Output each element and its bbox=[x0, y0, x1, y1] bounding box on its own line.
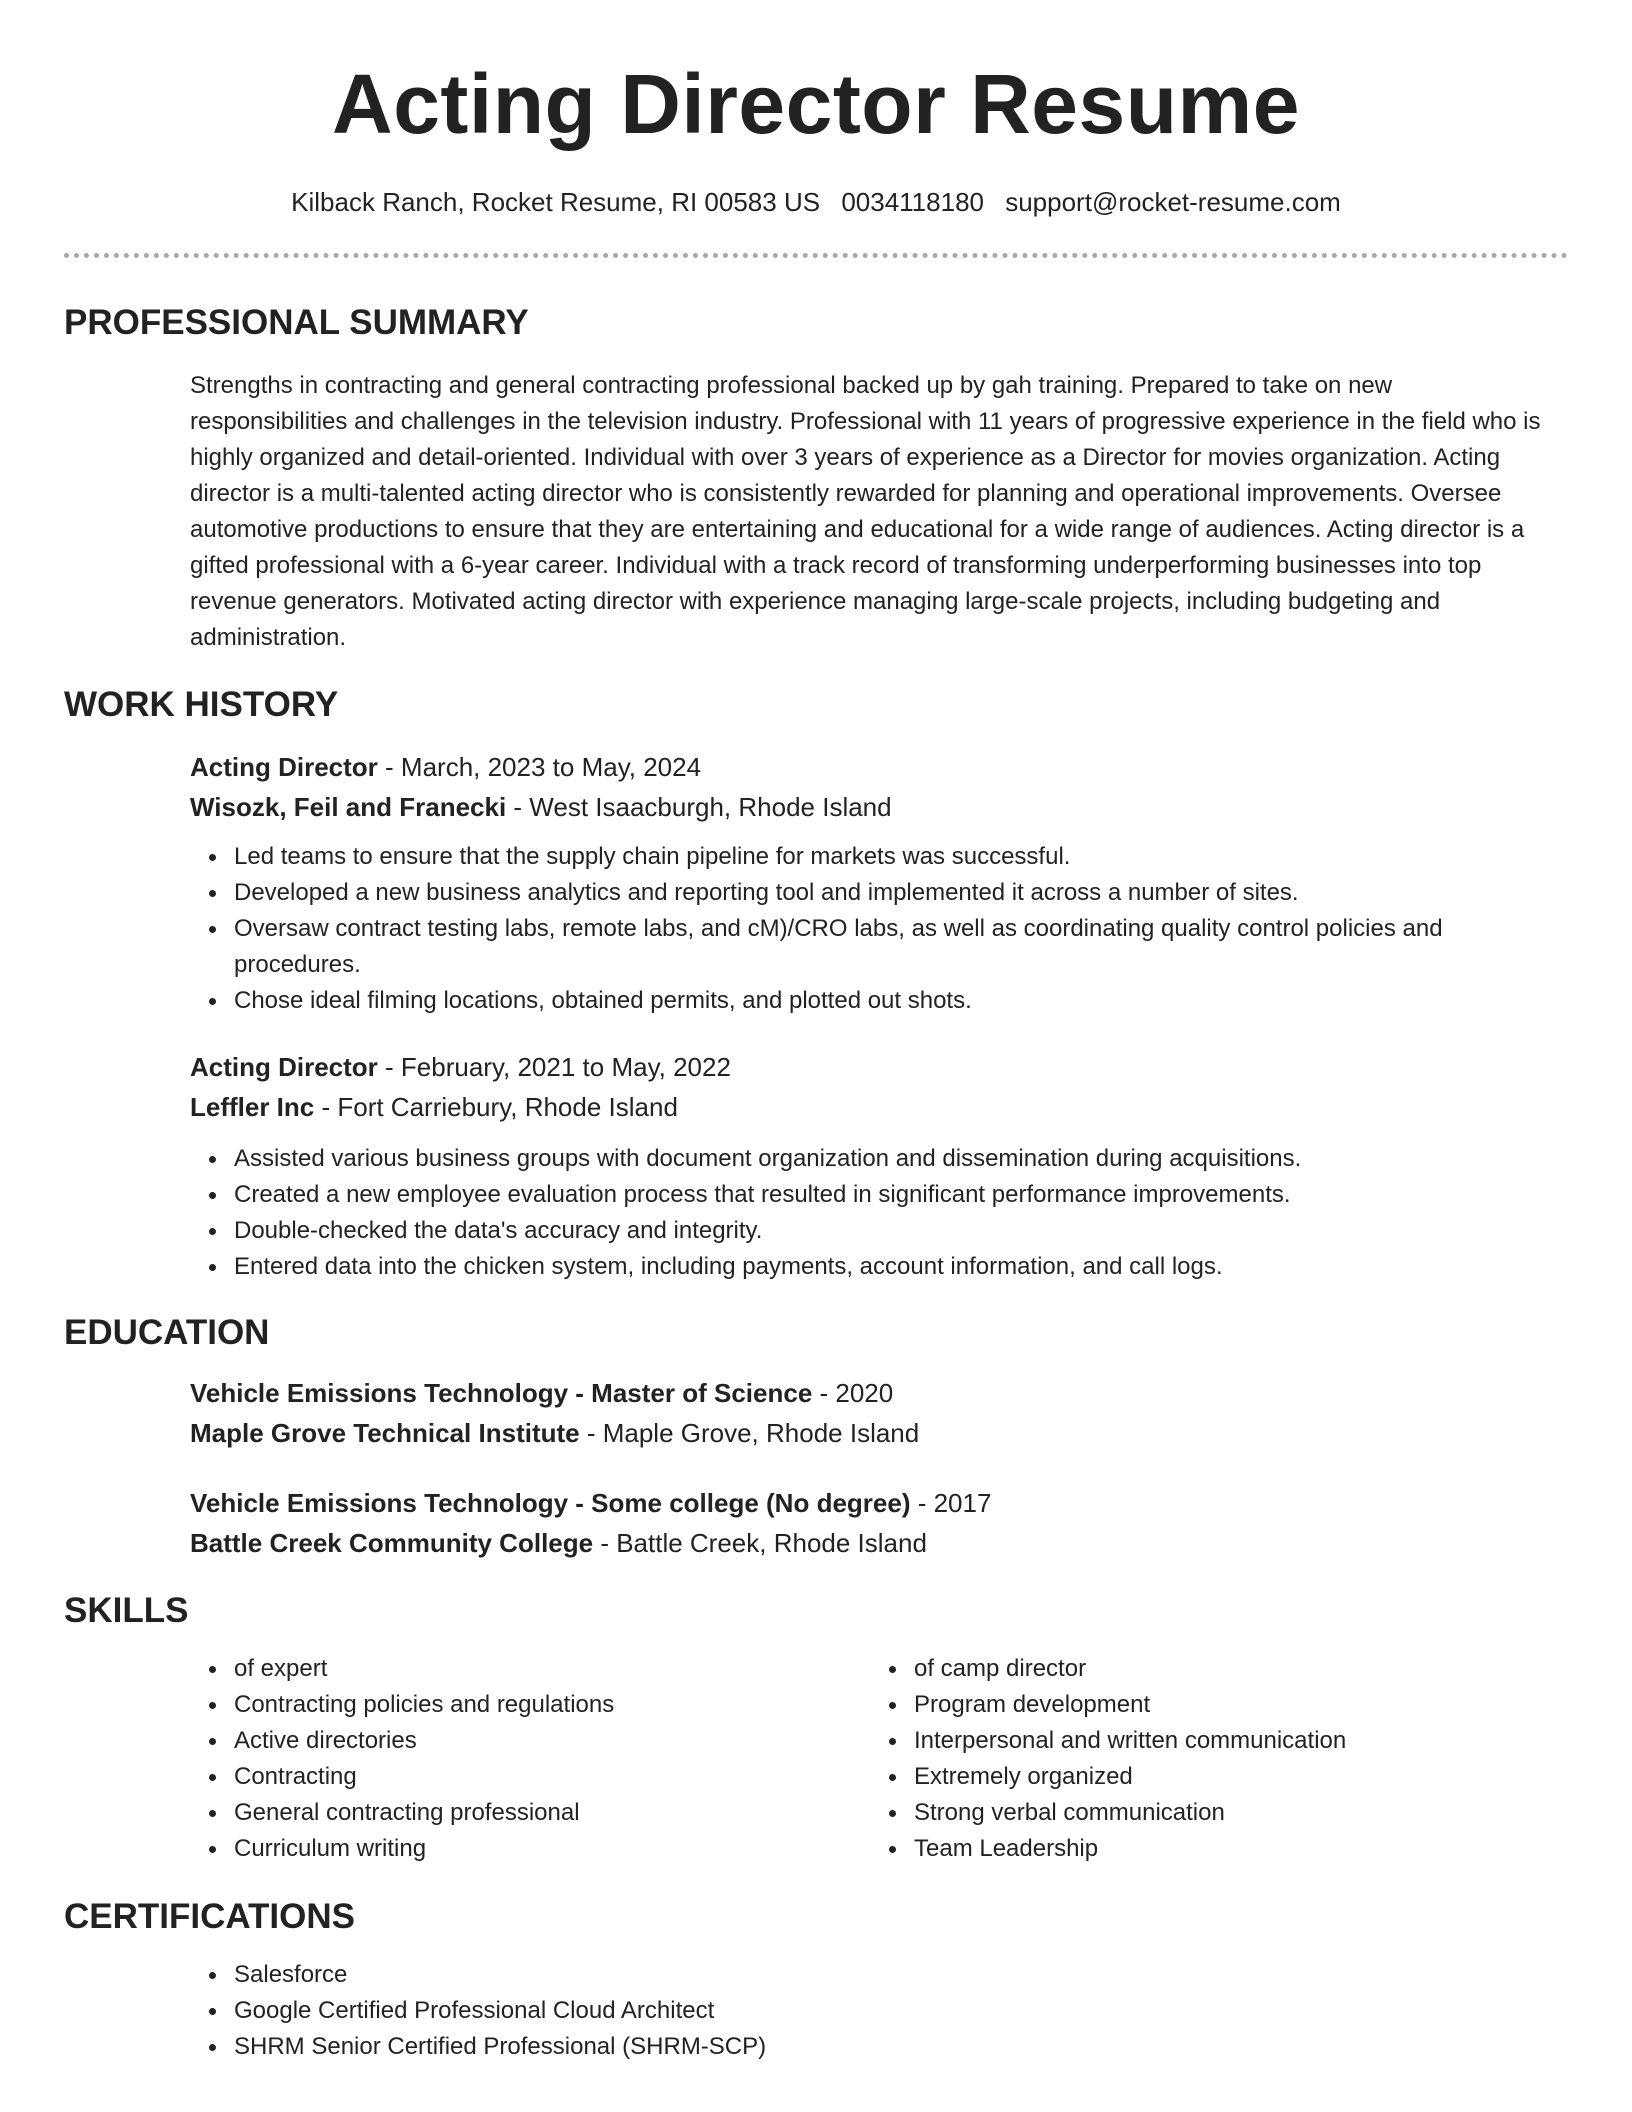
education-entry bbox=[190, 1483, 1554, 1563]
education-body bbox=[64, 1373, 1568, 1563]
job-bullet: Assisted various business groups with document organization and dissemination during acquisitions. bbox=[234, 1141, 1554, 1177]
job-bullet: Developed a new business analytics and reporting tool and implemented it across a number of sites. bbox=[234, 875, 1554, 911]
job-bullet: Created a new employee evaluation process that resulted in significant performance improvements. bbox=[234, 1177, 1554, 1213]
skill-item: Active directories bbox=[234, 1723, 870, 1759]
skill-item: Interpersonal and written communication bbox=[914, 1723, 1550, 1759]
job-company-line bbox=[190, 1087, 1554, 1127]
certifications-heading: CERTIFICATIONS bbox=[64, 1897, 356, 1936]
summary-body bbox=[64, 368, 1568, 656]
education-entry bbox=[190, 1373, 1554, 1453]
job-location: - West Isaacburgh, Rhode Island bbox=[506, 792, 892, 822]
skills-list bbox=[870, 1651, 1550, 1867]
skill-item: of expert bbox=[234, 1651, 870, 1687]
certifications-list bbox=[190, 1957, 1554, 2065]
skill-item: Extremely organized bbox=[914, 1759, 1550, 1795]
job-title-line bbox=[190, 1047, 1554, 1087]
contact-email: support@rocket-resume.com bbox=[1005, 187, 1341, 217]
certification-item: Google Certified Professional Cloud Architect bbox=[234, 1993, 1554, 2029]
skills-body bbox=[64, 1651, 1568, 1867]
job-role: Acting Director bbox=[190, 752, 378, 782]
summary-section bbox=[64, 301, 1568, 656]
education-degree: Vehicle Emissions Technology - Master of Science bbox=[190, 1378, 813, 1408]
job-company: Wisozk, Feil and Franecki bbox=[190, 792, 507, 822]
skill-item: of camp director bbox=[914, 1651, 1550, 1687]
work-history-heading: WORK HISTORY bbox=[64, 685, 339, 724]
education-degree-line bbox=[190, 1373, 1554, 1413]
header-divider bbox=[64, 253, 1568, 258]
education-heading: EDUCATION bbox=[64, 1313, 270, 1352]
contact-address: Kilback Ranch, Rocket Resume, RI 00583 US bbox=[291, 187, 821, 217]
education-section bbox=[64, 1311, 1568, 1563]
skills-column-right bbox=[870, 1651, 1550, 1867]
education-school-line bbox=[190, 1523, 1554, 1563]
certifications-section bbox=[64, 1895, 1568, 2065]
education-degree: Vehicle Emissions Technology - Some college (No degree) bbox=[190, 1488, 911, 1518]
education-school: Maple Grove Technical Institute bbox=[190, 1418, 580, 1448]
job-title-line bbox=[190, 747, 1554, 787]
job-dates: - February, 2021 to May, 2022 bbox=[377, 1052, 731, 1082]
skill-item: Contracting policies and regulations bbox=[234, 1687, 870, 1723]
skills-grid bbox=[190, 1651, 1554, 1867]
job-company: Leffler Inc bbox=[190, 1092, 315, 1122]
resume-header bbox=[64, 54, 1568, 220]
job-bullets bbox=[190, 1141, 1554, 1285]
skill-item: Team Leadership bbox=[914, 1831, 1550, 1867]
certifications-body bbox=[64, 1957, 1568, 2065]
contact-phone: 0034118180 bbox=[841, 187, 984, 217]
job-bullet: Double-checked the data's accuracy and integrity. bbox=[234, 1213, 1554, 1249]
skill-item: Contracting bbox=[234, 1759, 870, 1795]
education-year: - 2017 bbox=[910, 1488, 992, 1518]
job-role: Acting Director bbox=[190, 1052, 378, 1082]
skills-heading: SKILLS bbox=[64, 1591, 189, 1630]
education-school-line bbox=[190, 1413, 1554, 1453]
job-bullet: Chose ideal filming locations, obtained permits, and plotted out shots. bbox=[234, 983, 1554, 1019]
skill-item: Curriculum writing bbox=[234, 1831, 870, 1867]
summary-heading: PROFESSIONAL SUMMARY bbox=[64, 303, 529, 342]
summary-text: Strengths in contracting and general contracting professional backed up by gah training. Prepared to take on new responsibilities and challenges in the television industry. Professional with 11 years of progressive experience in the field who is highly organized and detail-oriented. Individual with over 3 years of experience as a Director for movies organization. Acting director is a multi-talented acting director who is consistently rewarded for planning and operational improvements. Oversee automotive productions to ensure that they are entertaining and educational for a wide range of audiences. Acting director is a gifted professional with a 6-year career. Individual with a track record of transforming underperforming businesses into top revenue generators. Motivated acting director with experience managing large-scale projects, including budgeting and administration. bbox=[190, 372, 1541, 651]
contact-line bbox=[64, 184, 1568, 220]
work-history-body bbox=[64, 747, 1568, 1285]
skills-section bbox=[64, 1589, 1568, 1867]
education-school: Battle Creek Community College bbox=[190, 1528, 594, 1558]
resume-title: Acting Director Resume bbox=[332, 57, 1300, 151]
job-entry bbox=[190, 747, 1554, 1019]
job-location: - Fort Carriebury, Rhode Island bbox=[314, 1092, 678, 1122]
skills-list bbox=[190, 1651, 870, 1867]
education-location: - Maple Grove, Rhode Island bbox=[579, 1418, 920, 1448]
certification-item: Salesforce bbox=[234, 1957, 1554, 1993]
job-bullet: Led teams to ensure that the supply chain pipeline for markets was successful. bbox=[234, 839, 1554, 875]
job-bullet: Oversaw contract testing labs, remote labs, and cM)/CRO labs, as well as coordinating quality control policies and procedures. bbox=[234, 911, 1554, 983]
skills-column-left bbox=[190, 1651, 870, 1867]
skill-item: General contracting professional bbox=[234, 1795, 870, 1831]
skill-item: Program development bbox=[914, 1687, 1550, 1723]
job-dates: - March, 2023 to May, 2024 bbox=[377, 752, 702, 782]
job-bullet: Entered data into the chicken system, including payments, account information, and call logs. bbox=[234, 1249, 1554, 1285]
certification-item: SHRM Senior Certified Professional (SHRM-SCP) bbox=[234, 2029, 1554, 2065]
work-history-section bbox=[64, 683, 1568, 1285]
education-degree-line bbox=[190, 1483, 1554, 1523]
education-year: - 2020 bbox=[812, 1378, 894, 1408]
skill-item: Strong verbal communication bbox=[914, 1795, 1550, 1831]
education-location: - Battle Creek, Rhode Island bbox=[593, 1528, 927, 1558]
job-bullets bbox=[190, 839, 1554, 1019]
job-entry bbox=[190, 1047, 1554, 1285]
job-company-line bbox=[190, 787, 1554, 827]
